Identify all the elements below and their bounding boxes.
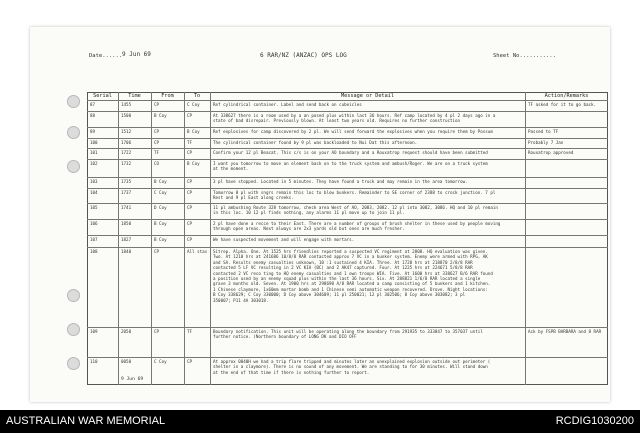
- row-to: B Coy: [187, 129, 200, 134]
- row-time: 1735: [121, 179, 132, 184]
- row-message-line: at the end of that time if there is nothing further to report.: [213, 369, 370, 375]
- row-message-line: contacted 5 LF VC resulting in 2 VC KIA (BC) and 2 AK47 captured. Four. At 1225 hrs at 224671 5/8/8 RAR: [213, 265, 473, 271]
- column-header: Message or Detail: [340, 93, 395, 99]
- row-from: CP: [154, 140, 160, 145]
- row-message-line: grave 3 months old. Seven. At 1900 hrs at 298690 A/8 RAR located a camp consisting of 5 bunkers and 1 kitchen.: [213, 281, 491, 287]
- row-message-line: a position used by an enemy squad plus within the last 36 hours. Six. At 288821 1/6/8 RAR located a single: [213, 276, 481, 281]
- row-from: CO: [154, 161, 160, 166]
- log-table: [87, 92, 608, 385]
- log-sheet: [30, 27, 610, 402]
- row-from: CP: [154, 249, 160, 254]
- row-time: 1827: [121, 237, 132, 242]
- row-message-line: Ref cylindrical container. Label and send back on cubeicles: [213, 102, 362, 107]
- row-action: Passed to TF: [528, 129, 559, 134]
- row-time: 1500: [121, 113, 132, 118]
- row-time: 1706: [121, 140, 132, 145]
- row-to: CP: [187, 113, 193, 118]
- row-message-line: Ref explosives for camp discovered by 2 pl. We will send forward the explosives when you require them by Possum: [213, 129, 493, 134]
- row-message-line: Sitrep. Alpha. One. At 1525 hrs friendlies reported a suspected VC regiment at 2808. HQ evaluation was given.: [213, 249, 488, 254]
- row-serial: 100: [90, 140, 98, 145]
- punch-hole: [67, 126, 80, 139]
- row-message-line: Boundary notification. This unit will be operating along the boundary from 291935 to 333847 to 357037 until: [213, 329, 483, 334]
- record-id: RCDIG1030200: [555, 415, 634, 427]
- row-serial: 107: [90, 237, 98, 242]
- row-message-line: 11 pl ambushing Route 328 tomorrow, check area West of AO, 2083, 2082. 12 pl into 3082, 3086. HQ and 10 pl remain: [213, 205, 498, 210]
- punch-hole: [67, 357, 80, 370]
- row-message-line: through open areas. Next always are 2x3 yards old but ones are much fresher.: [213, 226, 405, 232]
- row-from: B Coy: [154, 113, 167, 118]
- row-serial: 105: [90, 205, 98, 210]
- row-time: 1455: [121, 102, 132, 107]
- row-to: CP: [187, 221, 193, 226]
- row-from: D Coy: [154, 205, 167, 210]
- row-serial: 106: [90, 221, 98, 226]
- row-to: CP: [187, 179, 193, 184]
- date-value: 9 Jun 69: [122, 51, 151, 58]
- row-from: C Coy: [154, 190, 167, 195]
- row-time: 1722: [121, 150, 132, 155]
- row-message-line: At approx 0040H we had a trip flare tripped and minutes later an unexplained explosion outside out perimeter (: [213, 359, 491, 364]
- row-from: B Coy: [154, 179, 167, 184]
- row-message-line: further notice. (Northern boundary of LONG DK and DIO OFF: [213, 334, 357, 340]
- row-from: CP: [154, 102, 160, 107]
- row-time: 1840: [121, 249, 132, 254]
- date-label: Date......: [89, 53, 123, 59]
- row-time: 1741: [121, 205, 132, 210]
- row-to: B Coy: [187, 161, 200, 166]
- row-message-line: Tomorrow 8 pl with sngrs remain this loc to blow bunkers. Remainder to SE corner of 2388 to crock junction. 7 pl: [213, 190, 496, 195]
- row-message-line: 350007; P11 4A 303018.: [213, 297, 269, 303]
- row-from: TF: [154, 150, 160, 155]
- row-message-line: The cylindrical container found by 9 pl was backloaded to Nui Dat this afternoon.: [213, 140, 418, 145]
- row-to: CP: [187, 150, 193, 155]
- punch-hole: [67, 323, 80, 336]
- row-message-line: 1 Chinese claymore, 1x60mm mortar bomb and 1 Chinese semi automatic weapon recovered. Drove. Night locations:: [213, 286, 488, 292]
- row-from: B Coy: [154, 221, 167, 226]
- row-time: 1732: [121, 161, 132, 166]
- row-serial: 101: [90, 150, 98, 155]
- punch-hole: [67, 289, 80, 302]
- date-marker: 9 Jun 69: [121, 377, 144, 382]
- row-message-line: in this loc. 10 12 pl finds nothing, any alarms 11 pl move up to join 11 pl.: [213, 210, 405, 216]
- row-message-line: 3 pl have stopped. Located in 5 minutes. They have found a truck and may remain in the area tomorrow.: [213, 179, 468, 184]
- row-serial: 102: [90, 161, 98, 166]
- row-message-line: 2 pl have done a recce to their East. There are a number of groups of brush shelter in these used by people moving: [213, 221, 501, 226]
- row-time: 1737: [121, 190, 132, 195]
- row-action: TF asked for it to go back.: [528, 102, 597, 107]
- row-message-line: Two. At 1210 hrs at 241686 10/8/8 RAR contacted approx 7 VC in a bunker system. Enemy were armed with RPG, AK: [213, 254, 488, 260]
- archive-name: AUSTRALIAN WAR MEMORIAL: [6, 415, 166, 427]
- row-message-line: At 338627 there is a room used by a an posed plus within last 36 hours. Ref camp located by 4 pl 2 days ago in a: [213, 113, 496, 118]
- row-message-line: We have suspected movement and will engage with mortars.: [213, 237, 355, 242]
- row-serial: 109: [90, 329, 98, 334]
- row-from: CP: [154, 329, 160, 334]
- row-time: 0050: [121, 359, 132, 364]
- sheet-number-label: Sheet No...........: [493, 53, 556, 59]
- column-header: To: [193, 93, 201, 99]
- row-to: CP: [187, 205, 193, 210]
- row-message-line: state of bad disrepair. Previously blown. At least two years old. Requires no further construction: [213, 118, 461, 124]
- row-message-line: and SA. Results enemy casualties unknown, 10 :1 sustained 4 KIA. Three. At 1720 hrs at 218870 2/8/8 RAR: [213, 259, 473, 265]
- row-message-line: I want you tomorrow to move an element back on to the truck system and ambush/Roger. We are on a truck system: [213, 161, 488, 166]
- row-to: CP: [187, 359, 193, 364]
- row-serial: 110: [90, 359, 98, 364]
- row-message-line: contacted 2 VC reco ting to HQ enemy casualties and 1 own troops WIA. Five. At 1600 hrs at 338627 B/6 RAR found: [213, 270, 493, 276]
- row-serial: 108: [90, 249, 98, 254]
- row-message-line: shelter in a claymore). There is no sound of any movement. We are standing to for 30 minutes. Will stand down: [213, 364, 488, 370]
- row-serial: 88: [90, 113, 96, 118]
- log-title: 6 RAR/NZ (ANZAC) OPS LOG: [260, 52, 347, 59]
- row-message-line: B Coy 338629; C Coy 330000; D Coy above 304609; 11 pl 250021; 12 pl 302506; 8 Coy above 303082; 3 pl: [213, 292, 466, 298]
- row-time: 2050: [121, 329, 132, 334]
- row-to: CP: [187, 237, 193, 242]
- row-message-line: Rest and 9 pl East along creeks.: [213, 195, 294, 201]
- row-action: Probably 7 Jan: [528, 140, 564, 145]
- row-to: TF: [187, 140, 193, 145]
- row-to: All stas: [187, 249, 208, 254]
- row-serial: 89: [90, 129, 96, 134]
- row-message-line: at the moment.: [213, 166, 249, 172]
- row-from: B Coy: [154, 237, 167, 242]
- row-to: CP: [187, 190, 193, 195]
- column-header: Time: [128, 93, 141, 99]
- punch-hole: [67, 160, 80, 173]
- row-to: C Coy: [187, 102, 200, 107]
- punch-hole: [67, 95, 80, 108]
- row-action: Rouxatrop approved: [528, 150, 574, 155]
- row-time: 1512: [121, 129, 132, 134]
- row-serial: 103: [90, 179, 98, 184]
- column-header: Serial: [93, 93, 112, 99]
- column-header: Action/Remarks: [544, 93, 589, 99]
- row-message-line: Confirm your 12 pl Beacat. This c/s is on your AO boundary and a Rouxatrop request should have been submitted: [213, 150, 488, 155]
- row-from: CP: [154, 129, 160, 134]
- row-from: C Coy: [154, 359, 167, 364]
- row-serial: 104: [90, 190, 98, 195]
- row-to: TF: [187, 329, 193, 334]
- row-action: Ack by FSPB BARBARA and 8 RAR: [528, 329, 602, 334]
- footer-bar: [0, 410, 640, 433]
- row-time: 1850: [121, 221, 132, 226]
- column-header: From: [161, 93, 174, 99]
- row-serial: 87: [90, 102, 96, 107]
